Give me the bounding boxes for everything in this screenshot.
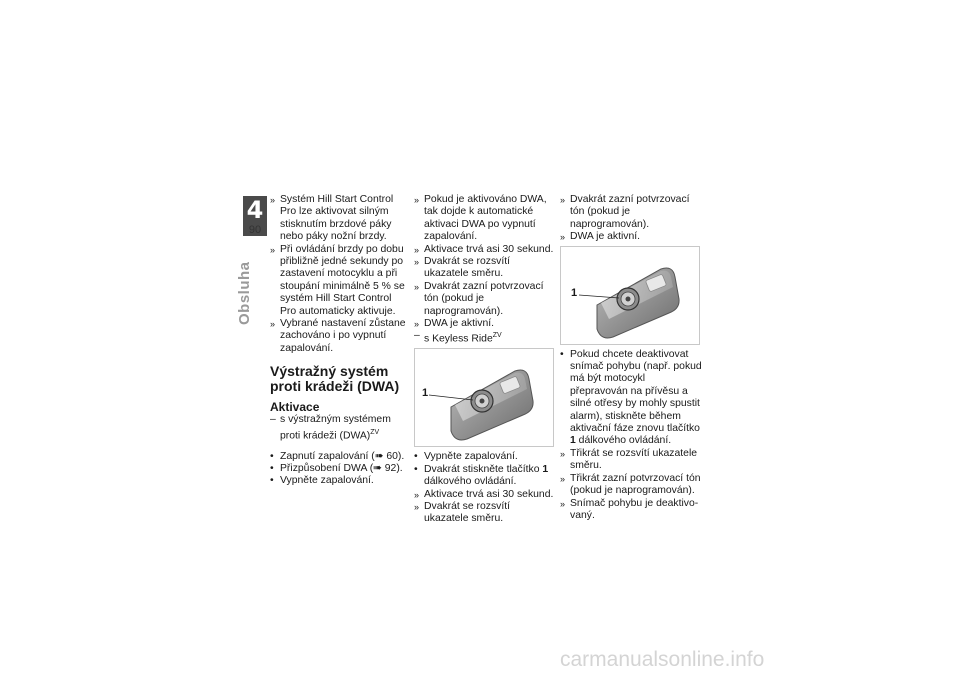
step-marker <box>414 451 418 463</box>
remote-key-figure <box>560 246 700 345</box>
watermark: carmanualsonline.info <box>560 648 765 671</box>
step-item: • Dvakrát stiskněte tlačítko 1 dálkového ovládání. <box>414 464 554 489</box>
column-1 <box>270 194 408 488</box>
result-item: » Pokud je aktivováno DWA, tak dojde k automatické aktivaci DWA po vypnutí zapalování. <box>414 194 554 244</box>
result-item: » Třikrát zazní potvrzovací tón (pokud je naprogramován). <box>560 473 702 498</box>
column-2 <box>414 194 554 526</box>
subsection-heading: Aktivace <box>270 400 320 415</box>
step-marker <box>560 349 564 361</box>
remote-key-icon <box>415 349 553 446</box>
result-marker <box>270 244 275 257</box>
step-item: • Vypněte zapalování. <box>414 451 554 463</box>
result-item: » Snímač pohybu je deaktivovaný. <box>560 498 702 523</box>
remote-key-figure <box>414 348 554 447</box>
result-item: » Vybrané nastavení zůstane zachováno i po vypnutí zapalování. <box>270 318 408 355</box>
result-item: » Aktivace trvá asi 30 sekund. <box>414 489 554 501</box>
step-item: • Pokud chcete deaktivovat snímač pohybu (např. pokud má být motocykl přepravován na přívěsu a silné otřesy by mohly spustit alarm), stiskněte během aktivační fáze znovu tlačítko 1 dálkového ovládání. <box>560 349 702 448</box>
section-label: Obsluha <box>236 261 253 325</box>
step-item: • Přizpůsobení DWA (➠ 92). <box>270 463 408 475</box>
result-marker <box>414 501 419 514</box>
result-marker <box>560 473 565 486</box>
result-item: » Dvakrát zazní potvrzovací tón (pokud je naprogramován). <box>414 281 554 318</box>
result-item: » Dvakrát se rozsvítí ukazatele směru. <box>414 256 554 281</box>
result-marker <box>560 194 565 207</box>
figure-callout-1: 1 <box>422 387 429 400</box>
result-marker <box>414 281 419 294</box>
step-marker <box>270 475 274 487</box>
result-item: » Dvakrát zazní potvrzovací tón (pokud je naprogramován). <box>560 194 702 231</box>
result-item: » Aktivace trvá asi 30 sekund. <box>414 244 554 256</box>
button-reference: 1 <box>542 463 549 475</box>
page-number: 90 <box>248 224 262 236</box>
result-marker <box>414 318 419 331</box>
step-marker <box>270 463 274 475</box>
step-item: • Vypněte zapalování. <box>270 475 408 487</box>
result-item: » DWA je aktivní. <box>560 231 702 243</box>
result-marker <box>414 194 419 207</box>
condition-marker <box>414 330 420 342</box>
result-marker <box>270 194 275 207</box>
result-item: » Dvakrát se rozsvítí ukazatele směru. <box>414 501 554 526</box>
figure-callout-1: 1 <box>571 286 578 299</box>
result-item: » DWA je aktivní. <box>414 318 554 330</box>
result-item: » Při ovládání brzdy po dobu přibližně jedné sekundy po zastavení motocyklu a při stoupání minimálně 5 % se systém Hill Start Control Pro automaticky aktivuje. <box>270 244 408 318</box>
result-item: » Systém Hill Start Control Pro lze aktivovat silným stisknutím brzdové páky nebo páky nožní brzdy. <box>270 194 408 244</box>
result-marker <box>414 244 419 257</box>
column-3 <box>560 194 702 522</box>
result-marker <box>270 318 275 331</box>
step-marker <box>270 451 274 463</box>
condition-item: – s Keyless Ride$^{ZV}$ <box>414 330 554 346</box>
step-marker <box>414 464 418 476</box>
result-marker <box>414 256 419 269</box>
remote-key-icon <box>561 247 699 344</box>
result-marker <box>560 231 565 244</box>
result-marker <box>560 448 565 461</box>
button-reference: 1 <box>570 435 576 447</box>
result-marker <box>560 498 565 511</box>
step-item: • Zapnutí zapalování (➠ 60). <box>270 451 408 463</box>
chapter-number: 4 <box>246 196 264 224</box>
section-heading: Výstražný systém proti krádeži (DWA) <box>270 363 400 395</box>
condition-item: – s výstražným systémem proti krádeži (DWA)$^{ZV}$ <box>270 414 408 442</box>
result-item: » Třikrát se rozsvítí ukazatele směru. <box>560 448 702 473</box>
result-marker <box>414 489 419 502</box>
condition-marker <box>270 414 276 426</box>
